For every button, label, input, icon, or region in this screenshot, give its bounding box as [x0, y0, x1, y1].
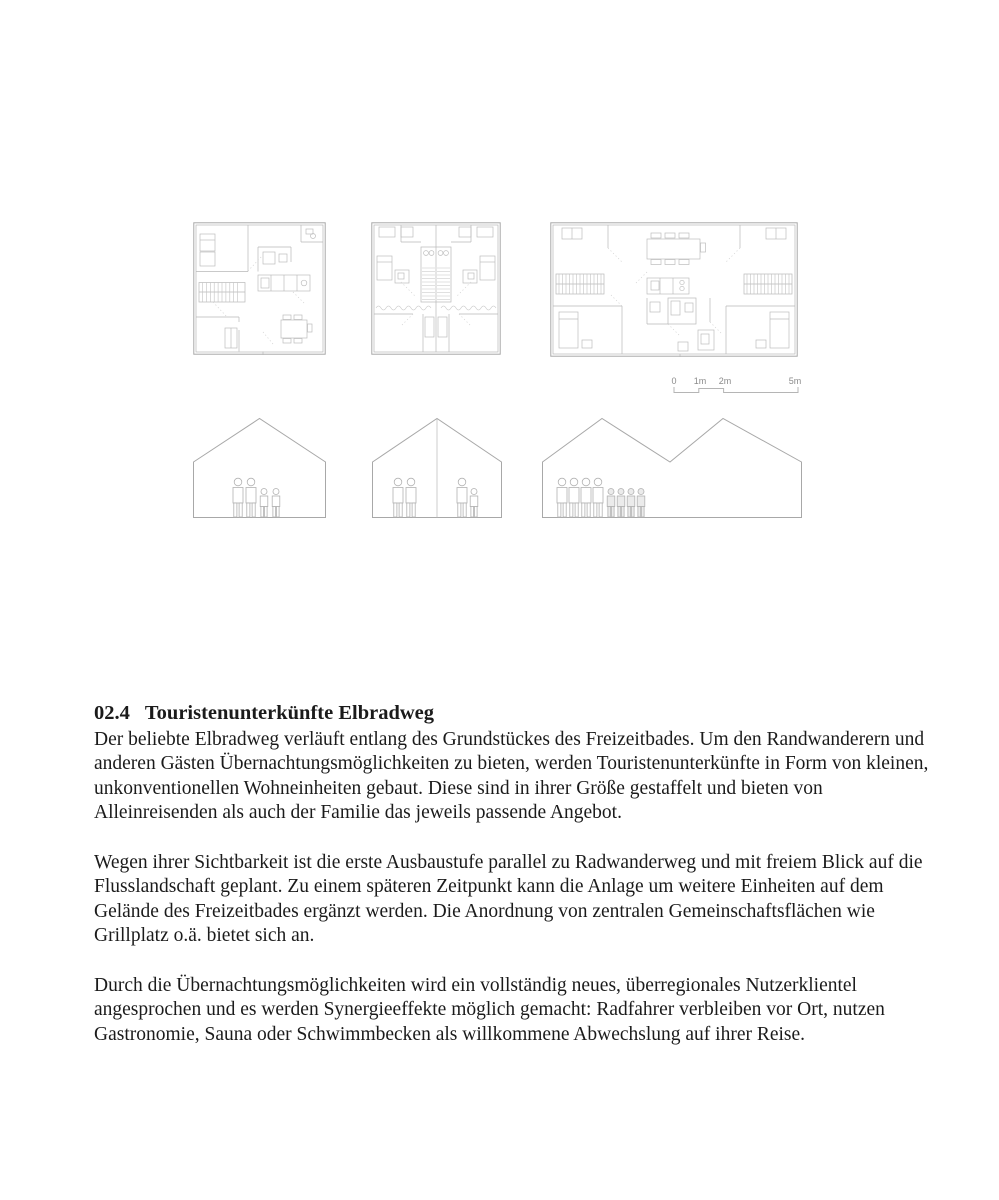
scale-label-5m: 5m	[788, 376, 802, 386]
floor-plan-large	[550, 222, 798, 357]
adult-figure	[569, 478, 579, 517]
door-swings	[213, 255, 305, 344]
interior-walls	[553, 225, 795, 357]
adult-figure	[393, 478, 403, 517]
child-figure	[607, 489, 615, 518]
scale-label-1m: 1m	[693, 376, 707, 386]
house-outline	[194, 419, 326, 518]
stairs	[199, 283, 245, 303]
adult-figure	[557, 478, 567, 517]
elevation-small	[193, 418, 326, 518]
child-figure	[627, 489, 635, 518]
scale-bar-line	[674, 387, 798, 393]
paragraph-1: Der beliebte Elbradweg verläuft entlang des Grundstückes des Freizeitbades. Um den Randwanderern und anderen Gästen Übernachtungsmöglichkeiten zu bieten, werden Touristenunterkünfte in Form von kleinen, unkonventionellen Wohneinheiten gebaut. Diese sind in ihrer Größe gestaffelt und bieten von Alleinreisenden als auch der Familie das jeweils passende Angebot.	[94, 728, 929, 824]
bathroom	[650, 298, 696, 324]
section-heading	[94, 701, 938, 726]
kitchen-counter	[258, 275, 310, 291]
kitchen-counter	[647, 278, 689, 294]
paragraph-3: Durch die Übernachtungsmöglichkeiten wird ein vollständig neues, überregionales Nutzerklientel angesprochen und es werden Synergieeffekte möglich gemacht: Radfahrer verbleiben vor Ort, nutzen Gastronomie, Sauna oder Schwimmbecken als willkommene Abwechslung auf ihrer Reise.	[94, 974, 885, 1045]
section-number: 02.4	[94, 702, 130, 724]
bed-left	[559, 312, 592, 348]
elevation-large	[542, 418, 802, 518]
adult-figure	[593, 478, 603, 517]
child-figure	[637, 489, 645, 518]
floor-plan-small	[193, 222, 326, 355]
adult-figure	[457, 478, 467, 517]
bottom-center-furniture	[678, 330, 714, 351]
child-figure	[272, 489, 280, 518]
wardrobe	[225, 328, 237, 348]
closets	[562, 228, 786, 239]
table-and-chairs	[281, 315, 312, 343]
door-swings	[608, 248, 740, 336]
plan-outline	[194, 223, 325, 354]
bed-right	[756, 312, 789, 348]
stairs-left	[556, 274, 604, 294]
adult-figure	[406, 478, 416, 517]
elevation-medium	[372, 418, 502, 518]
adult-figure	[233, 478, 243, 517]
dining-table	[647, 233, 706, 265]
stairs-right	[744, 274, 792, 294]
paragraph-2: Wegen ihrer Sichtbarkeit ist die erste Ausbaustufe parallel zu Radwanderweg und mit freiem Blick auf die Flusslandschaft geplant. Zu einem späteren Zeitpunkt kann die Anlage um weitere Einheiten auf dem Gelände des Freizeitbades ergänzt werden. Die Anordnung von zentralen Gemeinschaftsflächen wie Grillplatz o.ä. bietet sich an.	[94, 851, 923, 947]
section-text	[94, 701, 938, 1047]
scale-bar	[672, 374, 800, 396]
adult-figure	[246, 478, 256, 517]
scale-label-0: 0	[671, 376, 677, 386]
child-figure	[260, 489, 268, 518]
section-title: Touristenunterkünfte Elbradweg	[144, 702, 434, 724]
adult-figure	[581, 478, 591, 517]
plan-outline	[551, 223, 797, 356]
child-figure	[470, 489, 478, 518]
child-figure	[617, 489, 625, 518]
bed	[200, 234, 215, 266]
floor-plan-medium	[371, 222, 501, 355]
scale-label-2m: 2m	[718, 376, 732, 386]
bathroom-fixtures	[263, 229, 316, 264]
